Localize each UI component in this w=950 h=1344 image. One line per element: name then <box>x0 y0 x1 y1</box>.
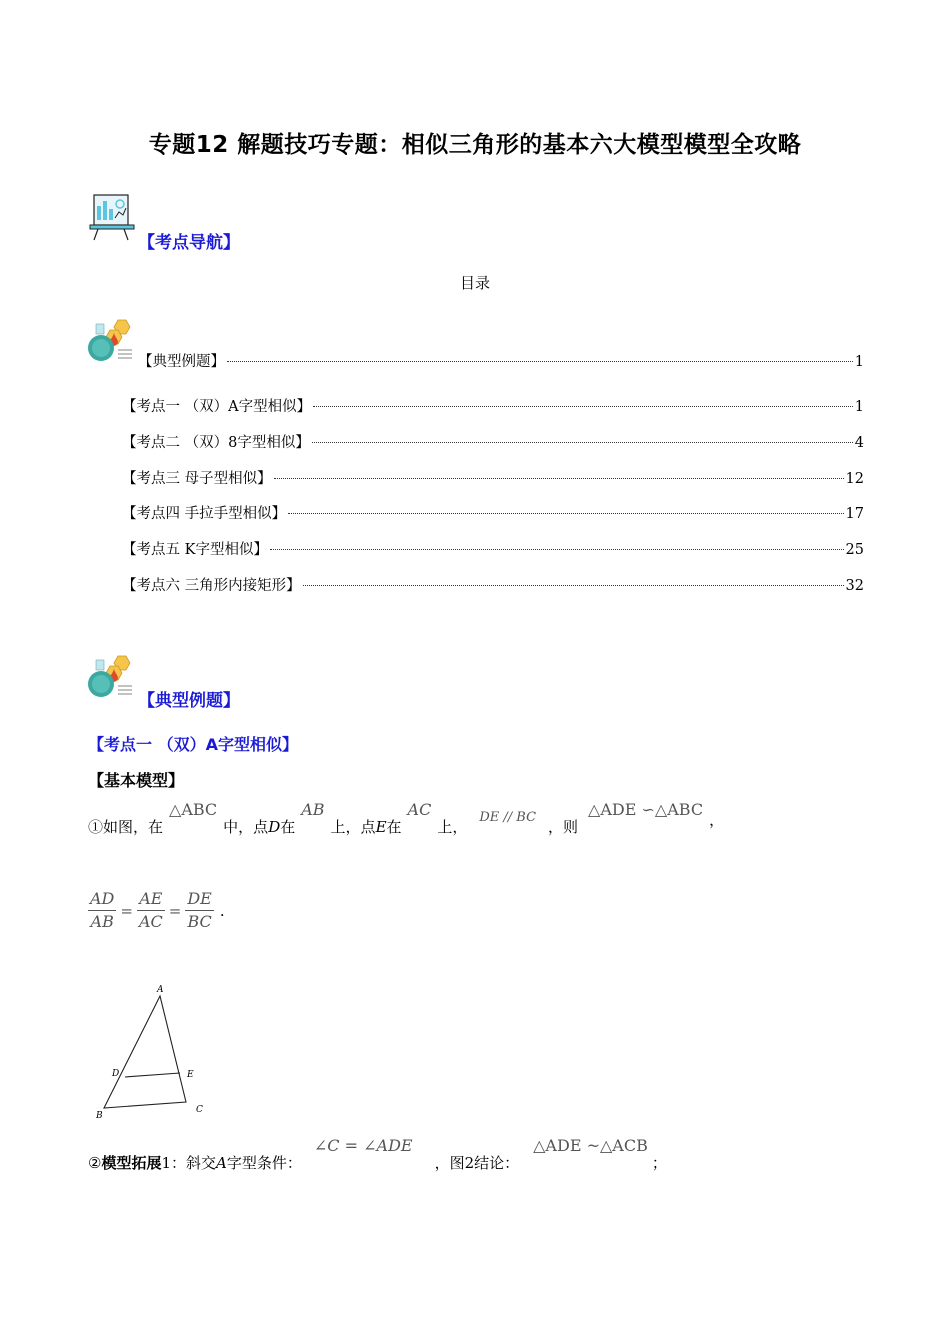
toc-main-label: 【典型例题】 <box>138 354 225 370</box>
text: ② <box>88 1154 102 1172</box>
toc-dots <box>227 361 853 362</box>
var-e: E <box>375 818 387 836</box>
equals-sign: = <box>168 901 182 920</box>
toc-main-page: 1 <box>854 354 864 370</box>
text: 字型条件： <box>226 1154 302 1172</box>
math-ab: AB <box>301 800 325 819</box>
math-triangle-abc: △ABC <box>169 800 218 819</box>
page-title: 专题12 解题技巧专题：相似三角形的基本六大模型模型全攻略 <box>148 132 802 158</box>
var-d: D <box>268 818 281 836</box>
toc-item-page: 25 <box>845 542 864 558</box>
math-ac: AC <box>407 800 432 819</box>
toc-item-label: 【考点一 （双）A字型相似】 <box>122 399 312 415</box>
toc-item-label: 【考点二 （双）8字型相似】 <box>122 435 310 451</box>
section-heading: 【典型例题】 <box>138 691 240 711</box>
toc-item-label: 【考点四 手拉手型相似】 <box>122 506 287 522</box>
text: 上， <box>437 818 468 836</box>
label-a: A <box>157 985 164 995</box>
ratio-equation <box>88 888 225 933</box>
text: 在 <box>280 818 296 836</box>
toc-main-row[interactable] <box>138 350 864 371</box>
denominator: AB <box>90 912 114 931</box>
denominator: AC <box>138 912 163 931</box>
fraction-de-bc <box>185 888 214 933</box>
toc-item[interactable] <box>122 574 864 595</box>
toc-item[interactable] <box>122 395 864 416</box>
numerator: DE <box>185 888 214 911</box>
toc-dots <box>312 442 853 443</box>
point-heading: 【考点一 （双）A字型相似】 <box>88 735 298 754</box>
text: ，则 <box>548 818 579 836</box>
toc-item-label: 【考点六 三角形内接矩形】 <box>122 578 301 594</box>
label-d: D <box>112 1069 120 1079</box>
text: ； <box>651 1154 667 1172</box>
toc-item[interactable] <box>122 502 864 523</box>
equals-sign: = <box>120 901 133 920</box>
toc-dots <box>270 549 844 550</box>
label-c: C <box>196 1105 203 1115</box>
text: 中，点 <box>223 818 269 836</box>
fraction-ae-ac <box>137 888 165 933</box>
denominator: BC <box>187 912 212 931</box>
toc-item-page: 12 <box>845 471 864 487</box>
numerator: AE <box>137 888 165 911</box>
math-similar-result: △ADE ~△ACB <box>533 1136 648 1155</box>
toc-item-page: 4 <box>854 435 864 451</box>
math-angle-condition: ∠C = ∠ADE <box>313 1136 413 1155</box>
toc-item[interactable] <box>122 467 864 488</box>
toc-item-label: 【考点五 K字型相似】 <box>122 542 268 558</box>
label-e: E <box>187 1070 194 1080</box>
triangle-figure <box>92 982 212 1122</box>
period: . <box>219 901 225 920</box>
math-de-parallel-bc: DE // BC <box>479 810 537 825</box>
toc-item-page: 32 <box>845 578 864 594</box>
toc-dots <box>288 513 843 514</box>
text: ， <box>709 811 725 829</box>
numerator: AD <box>88 888 116 911</box>
text: ，图2结论： <box>434 1154 520 1172</box>
toc-dots <box>303 585 844 586</box>
text: 1：斜交 <box>161 1154 217 1172</box>
toc-item-label: 【考点三 母子型相似】 <box>122 471 272 487</box>
flask-icon <box>88 318 136 364</box>
text: 在 <box>386 818 402 836</box>
toc-dots <box>274 478 844 479</box>
basic-model-heading: 【基本模型】 <box>88 771 185 790</box>
text: ①如图，在 <box>88 818 164 836</box>
presentation-board-icon <box>88 192 138 242</box>
toc-item[interactable] <box>122 431 864 452</box>
toc-label: 目录 <box>459 274 490 292</box>
paragraph-1 <box>88 800 725 836</box>
model-extension-label: 模型拓展 <box>101 1154 162 1172</box>
paragraph-2 <box>88 1136 667 1172</box>
text: 上，点 <box>330 818 376 836</box>
toc-item-page: 17 <box>845 506 864 522</box>
flask-icon <box>88 654 136 700</box>
math-similar-triangles: △ADE ∽△ABC <box>588 800 704 819</box>
toc-item[interactable] <box>122 538 864 559</box>
nav-heading: 【考点导航】 <box>138 233 240 253</box>
toc-dots <box>313 406 853 407</box>
label-b: B <box>96 1111 103 1121</box>
fraction-ad-ab <box>88 888 116 933</box>
var-a: A <box>216 1154 227 1172</box>
toc-item-page: 1 <box>854 399 864 415</box>
